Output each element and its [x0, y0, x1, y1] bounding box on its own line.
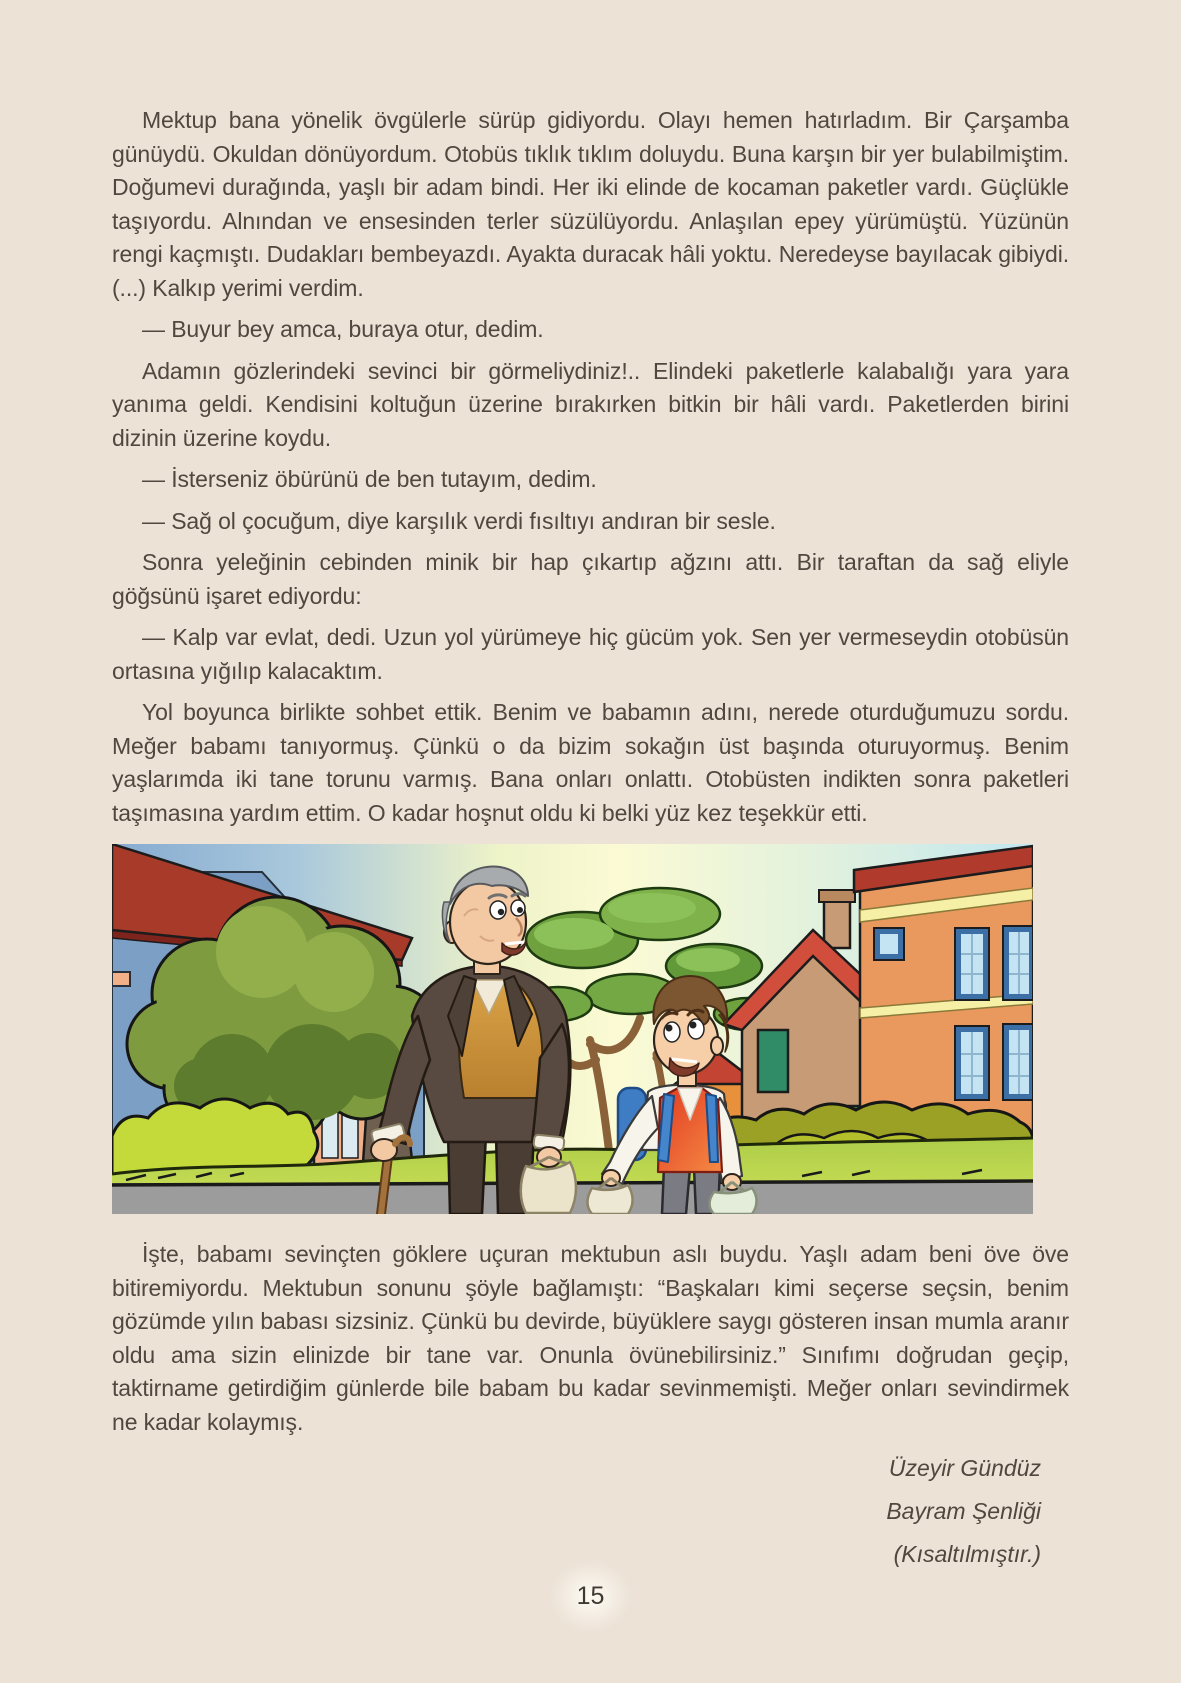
building-window: [1003, 926, 1033, 1000]
story-text-bottom: [112, 1238, 1069, 1439]
page-content: [112, 104, 1069, 1576]
dialogue-line: — Kalp var evlat, dedi. Uzun yol yürümeye hiç gücüm yok. Sen yer vermeseydin otobüsün ortasına yığılıp kalacaktım.: [112, 624, 1069, 684]
house-window: [758, 1030, 788, 1092]
dialogue-line: — Sağ ol çocuğum, diye karşılık verdi fısıltıyı andıran bir sesle.: [142, 507, 776, 534]
story-paragraph: Mektup bana yönelik övgülerle sürüp gidiyordu. Olayı hemen hatırladım. Bir Çarşamba günüydü. Okuldan dönüyordum. Otobüs tıklık tıklım doluydu. Buna karşın bir yer bulabilmiştim. Doğumevi durağında, yaşlı bir adam bindi. Her iki elinde de kocaman paketler vardı. Güçlükle taşıyordu. Alnından ve ensesinden terler süzülüyordu. Anlaşılan epey yürümüştü. Yüzünün rengi kaçmıştı. Dudakları bembeyazdı. Ayakta duracak hâli yoktu. Neredeyse bayılacak gibiydi. (...) Kalkıp yerimi verdim.: [112, 107, 1069, 301]
illustration-canvas: [112, 844, 1033, 1214]
story-text-top: [112, 104, 1069, 830]
dialogue-line: — İsterseniz öbürünü de ben tutayım, dedim.: [142, 466, 597, 492]
page-number: 15: [549, 1560, 633, 1633]
building-window: [874, 928, 904, 960]
page-number-area: [0, 1560, 1181, 1633]
abridged-note: (Kısaltılmıştır.): [893, 1541, 1041, 1567]
story-paragraph: Yol boyunca birlikte sohbet ettik. Benim ve babamın adını, nerede oturduğumuzu sordu. Meğer babamı tanıyormuş. Çünkü o da bizim sokağın üst başında oturuyormuş. Benim yaşlarımda iki tane torunu varmış. Bana onları onlattı. Otobüsten indikten sonra paketleri taşımasına yardım ettim. O kadar hoşnut oldu ki belki yüz kez teşekkür etti.: [112, 699, 1069, 826]
work-title: Bayram Şenliği: [886, 1498, 1041, 1524]
story-illustration: [112, 844, 1033, 1214]
building-window: [955, 1026, 989, 1100]
building-window: [955, 928, 989, 1000]
story-paragraph: Adamın gözlerindeki sevinci bir görmeliydiniz!.. Elindeki paketlerle kalabalığı yara yara yanıma geldi. Kendisini koltuğun üzerine bırakırken bitkin bir hâli vardı. Paketlerden birini dizinin üzerine koydu.: [112, 357, 1069, 451]
building-window: [1003, 1024, 1033, 1100]
story-paragraph: İşte, babamı sevinçten göklere uçuran mektubun aslı buydu. Yaşlı adam beni öve öve bitiremiyordu. Mektubun sonunu şöyle bağlamıştı: “Başkaları kimi seçerse seçsin, benim gözümde yılın babası sizsiniz. Çünkü bu devirde, büyüklere saygı gösteren insan mumla aranır oldu ama sizin elinizde bir tane var. Onunla övünebilirsiniz.” Sınıfımı doğrudan geçip, taktirname getirdiğim günlerde bile babam bu kadar sevinmemişti. Meğer onları sevindirmek ne kadar kolaymış.: [112, 1241, 1069, 1435]
dialogue-line: — Buyur bey amca, buraya otur, dedim.: [142, 316, 544, 342]
attribution: [112, 1447, 1069, 1576]
author-name: Üzeyir Gündüz: [888, 1455, 1041, 1481]
story-paragraph: Sonra yeleğinin cebinden minik bir hap çıkartıp ağzını attı. Bir taraftan da sağ eliyle göğsünü işaret ediyordu:: [112, 549, 1069, 609]
